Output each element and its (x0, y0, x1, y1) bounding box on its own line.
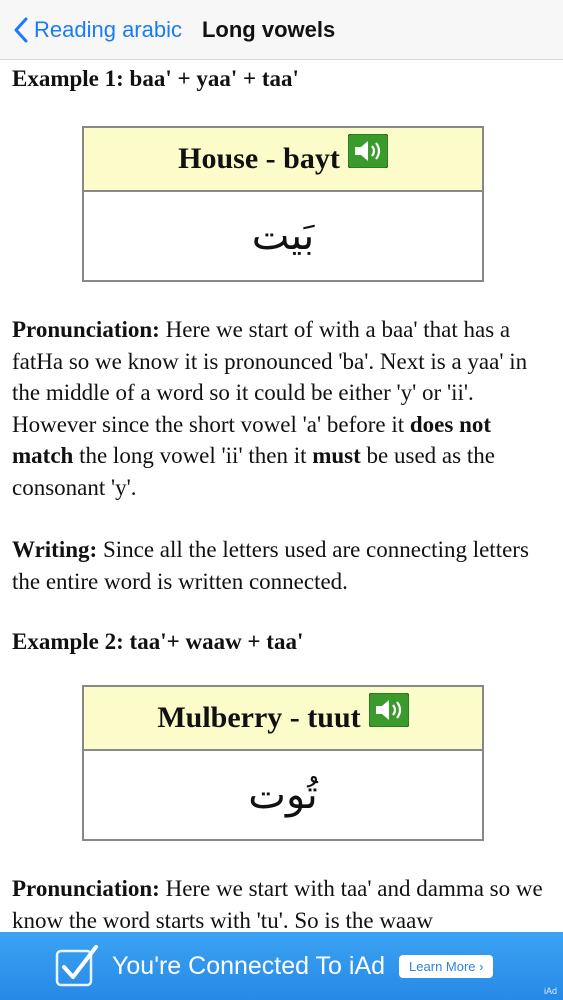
page-title: Long vowels (201, 16, 336, 42)
iad-banner[interactable] (0, 932, 563, 1000)
checkmark-icon (54, 943, 100, 989)
lesson-content (12, 60, 557, 936)
example-2-heading: Example 2: taa'+ waaw + taa' (12, 629, 304, 654)
pronunciation-label: Pronunciation: (12, 317, 160, 342)
pronunciation-text: be used as the consonant 'y'. (12, 443, 495, 500)
word-card-bayt (82, 126, 484, 282)
writing-paragraph (12, 534, 557, 597)
writing-text: Since all the letters used are connecting letters the entire word is written connected. (12, 537, 529, 594)
speaker-icon[interactable] (369, 693, 409, 727)
word-card-header (84, 128, 482, 192)
navigation-bar (0, 0, 563, 60)
chevron-left-icon (14, 17, 28, 43)
word-card-tuut (82, 685, 484, 841)
learn-more-button[interactable]: Learn More › (399, 955, 493, 978)
back-button-label: Reading arabic (34, 16, 182, 42)
word-title: Mulberry - tuut (157, 701, 361, 734)
iad-logo-text: iAd (543, 986, 557, 996)
word-card-header (84, 687, 482, 751)
example-1-heading: Example 1: baa' + yaa' + taa' (12, 66, 299, 91)
word-title: House - bayt (178, 142, 340, 175)
pronunciation-text: the long vowel 'ii' then it (73, 443, 313, 468)
speaker-icon[interactable] (348, 134, 388, 168)
pronunciation-paragraph-1 (12, 314, 557, 503)
pronunciation-text: Here we start with taa' and damma so we know the word starts with 'tu'. So is the waaw (12, 876, 543, 933)
arabic-word: تُوت (248, 772, 318, 818)
back-button[interactable] (14, 17, 182, 43)
writing-label: Writing: (12, 537, 98, 562)
iad-message: You're Connected To iAd (112, 951, 386, 980)
emphasis-text: must (312, 443, 361, 468)
pronunciation-paragraph-2 (12, 873, 557, 936)
pronunciation-text: Here we start of with a baa' that has a fatHa so we know it is pronounced 'ba'. Next is a yaa' in the middle of a word so it could be either 'y' or 'ii'. However since the short vowel 'a' before it (12, 317, 528, 437)
emphasis-text: does not match (12, 411, 492, 468)
pronunciation-label: Pronunciation: (12, 876, 160, 901)
learn-more-label: Learn More (409, 958, 476, 974)
arabic-word: بَيت (251, 213, 315, 259)
